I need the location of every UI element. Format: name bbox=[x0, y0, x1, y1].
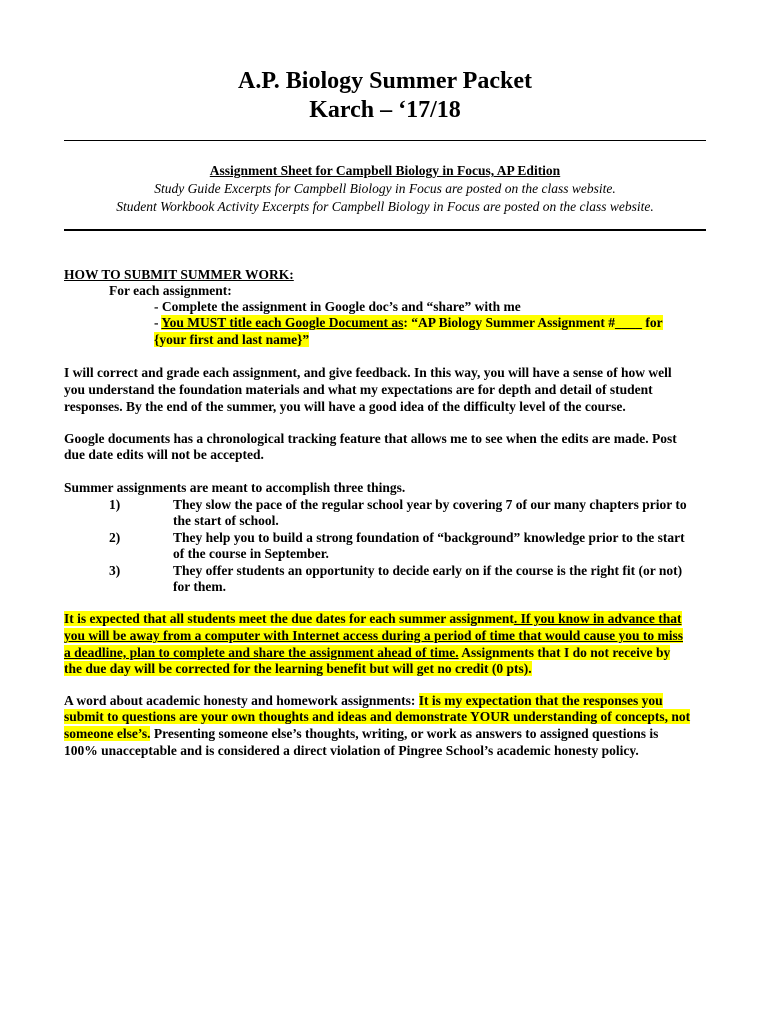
goals-intro: Summer assignments are meant to accomplish three things. bbox=[64, 480, 406, 495]
assignment-heading: Assignment Sheet for Campbell Biology in Focus, AP Edition bbox=[209, 163, 561, 178]
honesty-presenting: Presenting someone else’s thoughts, writing, or work as answers to assigned questions is bbox=[150, 726, 659, 741]
document-subtitle: Karch – ‘17/18 bbox=[309, 97, 461, 123]
honesty-line-3 bbox=[64, 725, 658, 742]
honesty-someone-else: someone else’s. bbox=[64, 726, 151, 741]
honesty-line-1 bbox=[64, 692, 663, 709]
goal-1-line-1: They slow the pace of the regular school year by covering 7 of our many chapters prior to bbox=[173, 497, 687, 512]
due-dates-plan-ahead: a deadline, plan to complete and share the assignment ahead of time. bbox=[64, 645, 459, 660]
goal-3-line-1: They offer students an opportunity to decide early on if the course is the right fit (or not) bbox=[173, 563, 683, 578]
grading-line-3: responses. By the end of the summer, you will have a good idea of the difficulty level of the course. bbox=[64, 399, 626, 414]
tracking-line-1: Google documents has a chronological tracking feature that allows me to see when the edits are made. Post bbox=[64, 431, 677, 446]
due-dates-away-note: you will be away from a computer with Internet access during a period of time that would cause you to miss bbox=[64, 628, 683, 643]
tracking-line-2: due date edits will not be accepted. bbox=[64, 447, 264, 462]
submit-step-2 bbox=[154, 314, 663, 331]
workbook-note: Student Workbook Activity Excerpts for Campbell Biology in Focus are posted on the class website. bbox=[116, 199, 654, 214]
divider-top bbox=[64, 140, 706, 141]
due-dates-line-4 bbox=[64, 660, 532, 677]
step-2-name-format: {your first and last name}” bbox=[154, 332, 310, 347]
goal-2-number: 2) bbox=[109, 530, 121, 545]
goal-1-line-2: the start of school. bbox=[173, 513, 279, 528]
due-dates-advance-note: . If you know in advance that bbox=[513, 611, 682, 626]
step-2-title-rule: You MUST title each Google Document as bbox=[161, 315, 404, 330]
due-dates-line-2 bbox=[64, 627, 683, 644]
grading-line-2: you understand the foundation materials and what my expectations are for depth and detail of student bbox=[64, 382, 653, 397]
goal-2-line-1: They help you to build a strong foundation of “background” knowledge prior to the start bbox=[173, 530, 685, 545]
goal-3-number: 3) bbox=[109, 563, 121, 578]
honesty-line-4: 100% unacceptable and is considered a direct violation of Pingree School’s academic honesty policy. bbox=[64, 743, 639, 758]
goal-2-line-2: of the course in September. bbox=[173, 546, 329, 561]
goal-3-line-2: for them. bbox=[173, 579, 226, 594]
due-dates-line-1 bbox=[64, 610, 682, 627]
honesty-expectation: It is my expectation that the responses you bbox=[418, 693, 663, 708]
due-dates-no-receive: Assignments that I do not receive by bbox=[458, 645, 671, 660]
honesty-expectation-cont: submit to questions are your own thoughts and ideas and demonstrate YOUR understanding of concepts, not bbox=[64, 709, 691, 724]
due-dates-no-credit: the due day will be corrected for the learning benefit but will get no credit (0 pts). bbox=[64, 661, 532, 676]
submit-heading: HOW TO SUBMIT SUMMER WORK: bbox=[64, 267, 294, 282]
submit-step-1: - Complete the assignment in Google doc’s and “share” with me bbox=[154, 299, 521, 314]
step-2-title-format: : “AP Biology Summer Assignment #____ for bbox=[403, 315, 663, 330]
for-each-label: For each assignment: bbox=[109, 283, 232, 298]
divider-bottom bbox=[64, 229, 706, 231]
honesty-intro: A word about academic honesty and homework assignments: bbox=[64, 693, 419, 708]
honesty-line-2 bbox=[64, 708, 690, 725]
grading-line-1: I will correct and grade each assignment, and give feedback. In this way, you will have a sense of how well bbox=[64, 365, 672, 380]
due-dates-line-3 bbox=[64, 644, 670, 661]
submit-step-2-cont bbox=[154, 331, 309, 348]
due-dates-expectation: It is expected that all students meet the due dates for each summer assignment bbox=[64, 611, 514, 626]
step-2-dash: - bbox=[154, 315, 162, 330]
document-title: A.P. Biology Summer Packet bbox=[238, 68, 532, 94]
study-guide-note: Study Guide Excerpts for Campbell Biology in Focus are posted on the class website. bbox=[154, 181, 616, 196]
goal-1-number: 1) bbox=[109, 497, 121, 512]
